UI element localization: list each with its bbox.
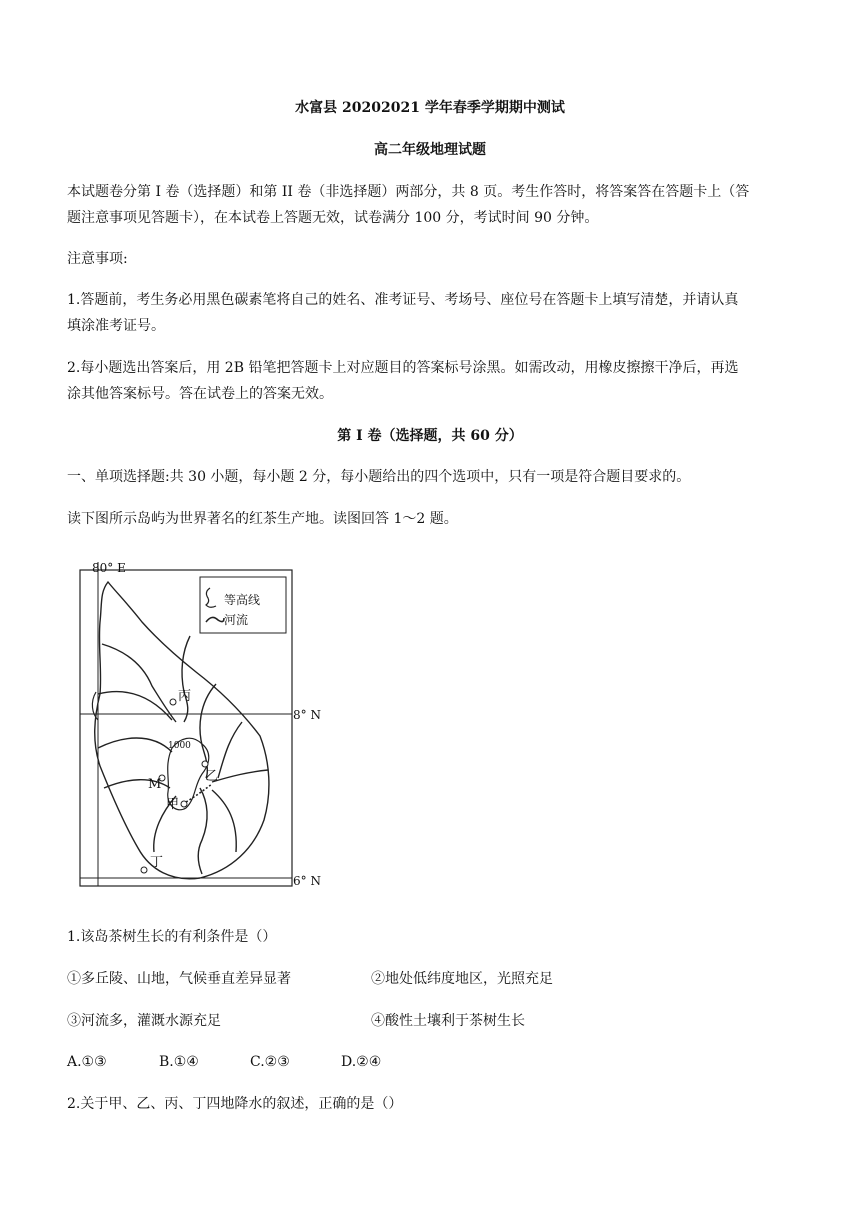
river-north [182, 636, 190, 722]
reading-prompt: 读下图所示岛屿为世界著名的红茶生产地。读图回答 1～2 题。 [67, 511, 458, 527]
latitude-label-8n: 8° N [293, 708, 321, 722]
question-1-choice-c: C.②③ [250, 1054, 290, 1070]
note-2-line-2: 涂其他答案标号。答在试卷上的答案无效。 [67, 386, 333, 402]
question-1-option-1: ①多丘陵、山地，气候垂直差异显著 [67, 971, 291, 987]
legend-river-label: 河流 [224, 613, 249, 627]
intro-line-1: 本试题卷分第 I 卷（选择题）和第 II 卷（非选择题）两部分，共 8 页。考生作答时，将答案答在答题卡上（答 [67, 184, 750, 200]
place-marker-ding [141, 867, 147, 873]
section-instruction: 一、单项选择题:共 30 小题，每小题 2 分，每小题给出的四个选项中，只有一项是符合题目要求的。 [67, 469, 691, 485]
river-west-upper [98, 692, 172, 720]
river-northwest [102, 644, 176, 722]
place-label-bing: 丙 [178, 689, 192, 704]
river-south [198, 788, 207, 874]
section-heading: 第 I 卷（选择题，共 60 分） [337, 428, 523, 444]
latitude-label-6n: 6° N [293, 874, 321, 888]
place-marker-yi [202, 761, 208, 767]
question-1-option-2: ②地处低纬度地区，光照充足 [371, 971, 553, 987]
intro-line-2: 题注意事项见答题卡），在本试卷上答题无效，试卷满分 100 分，考试时间 90 分钟。 [67, 210, 599, 226]
question-2-stem: 2.关于甲、乙、丙、丁四地降水的叙述，正确的是（） [67, 1096, 403, 1112]
place-label-ding: 丁 [150, 855, 164, 870]
question-1-choice-b: B.①④ [159, 1054, 199, 1070]
contour-value-label: 1000 [168, 741, 191, 751]
question-1-choice-d: D.②④ [341, 1054, 382, 1070]
dotted-ridge [186, 784, 212, 802]
question-1-option-4: ④酸性土壤利于茶树生长 [371, 1013, 525, 1029]
question-1-option-3: ③河流多，灌溉水源充足 [67, 1013, 221, 1029]
question-1-stem: 1.该岛茶树生长的有利条件是（） [67, 929, 277, 945]
river-west-middle [98, 738, 172, 752]
note-1-line-1: 1.答题前，考生务必用黑色碳素笔将自己的姓名、准考证号、考场号、座位号在答题卡上填写清楚，并请认真 [67, 292, 739, 308]
place-label-m: M [148, 777, 162, 792]
legend-contour-label: 等高线 [224, 593, 261, 607]
question-1-choice-a: A.①③ [67, 1054, 107, 1070]
longitude-label: 80° E [92, 561, 126, 575]
place-label-yi: 乙 [205, 769, 219, 784]
island-map [72, 552, 332, 892]
note-1-line-2: 填涂准考证号。 [67, 318, 165, 334]
place-marker-bing [170, 699, 176, 705]
place-label-jia: 甲 [166, 797, 180, 812]
note-2-line-1: 2.每小题选出答案后，用 2B 铅笔把答题卡上对应题目的答案标号涂黑。如需改动，用橡皮擦擦干净后，再选 [67, 360, 739, 376]
place-marker-jia [181, 801, 187, 807]
river-southeast [212, 790, 236, 852]
notes-heading: 注意事项: [67, 251, 128, 267]
exam-title: 水富县 20202021 学年春季学期期中测试 [295, 100, 565, 116]
exam-subtitle: 高二年级地理试题 [374, 142, 486, 158]
river-east-upper [218, 722, 242, 778]
